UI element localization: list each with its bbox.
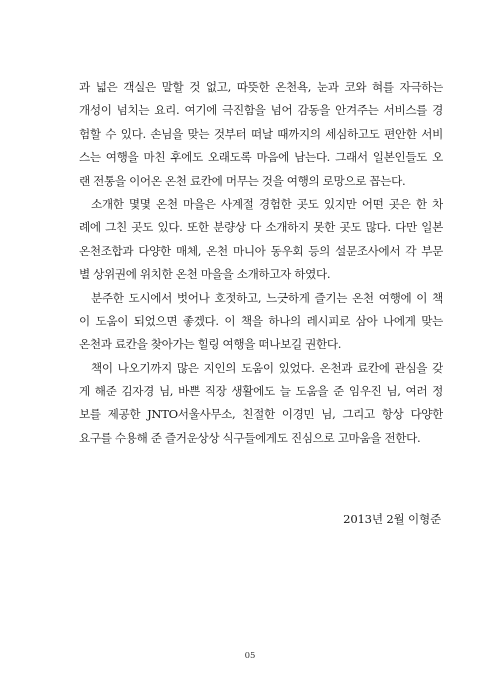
text-line: 온천조합과 다양한 매체, 온천 마니아 동우회 등의 설문조사에서 각 부문 xyxy=(79,243,443,258)
author-signature-date: 2013년 2월 이형준 xyxy=(343,512,441,526)
text-line: 온천과 료칸을 찾아가는 힐링 여행을 떠나보길 권한다. xyxy=(79,337,342,352)
paragraph-2 xyxy=(79,193,443,287)
text-line: 보를 제공한 JNTO서울사무소, 친절한 이경민 님, 그리고 항상 다양한 xyxy=(79,407,443,422)
paragraph-3 xyxy=(79,287,443,357)
text-line: 례에 그친 곳도 있다. 또한 분량상 다 소개하지 못한 곳도 많다. 다만 일본 xyxy=(79,220,443,235)
text-line: 스는 여행을 마친 후에도 오래도록 마음에 남는다. 그래서 일본인들도 오 xyxy=(79,150,443,165)
text-line: 개성이 넘치는 요리. 여기에 극진함을 넘어 감동을 안겨주는 서비스를 경 xyxy=(79,103,443,118)
text-line: 요구를 수용해 준 즐거운상상 식구들에게도 진심으로 고마움을 전한다. xyxy=(79,430,421,445)
paragraph-1 xyxy=(79,76,443,193)
text-line: 소개한 몇몇 온천 마을은 사계절 경험한 곳도 있지만 어떤 곳은 한 차 xyxy=(91,196,443,211)
page-number: 05 xyxy=(244,651,256,661)
text-line: 책이 나오기까지 많은 지인의 도움이 있었다. 온천과 료칸에 관심을 갖 xyxy=(91,360,443,375)
preface-body xyxy=(79,76,443,450)
text-line: 게 해준 김자경 님, 바쁜 직장 생활에도 늘 도움을 준 임우진 님, 여러 정 xyxy=(79,384,443,399)
text-line: 험할 수 있다. 손님을 맞는 것부터 떠날 때까지의 세심하고도 편안한 서비 xyxy=(79,126,443,141)
text-line: 분주한 도시에서 벗어나 호젓하고, 느긋하게 즐기는 온천 여행에 이 책 xyxy=(91,290,443,305)
text-line: 과 넓은 객실은 말할 것 없고, 따뜻한 온천욕, 눈과 코와 혀를 자극하는 xyxy=(79,80,443,94)
text-line: 별 상위권에 위치한 온천 마을을 소개하고자 하였다. xyxy=(79,267,331,282)
text-line: 이 도움이 되었으면 좋겠다. 이 책을 하나의 레시피로 삼아 나에게 맞는 xyxy=(79,313,443,328)
paragraph-4 xyxy=(79,357,443,451)
text-line: 랜 전통을 이어온 온천 료칸에 머무는 것을 여행의 로망으로 꼽는다. xyxy=(79,173,406,188)
